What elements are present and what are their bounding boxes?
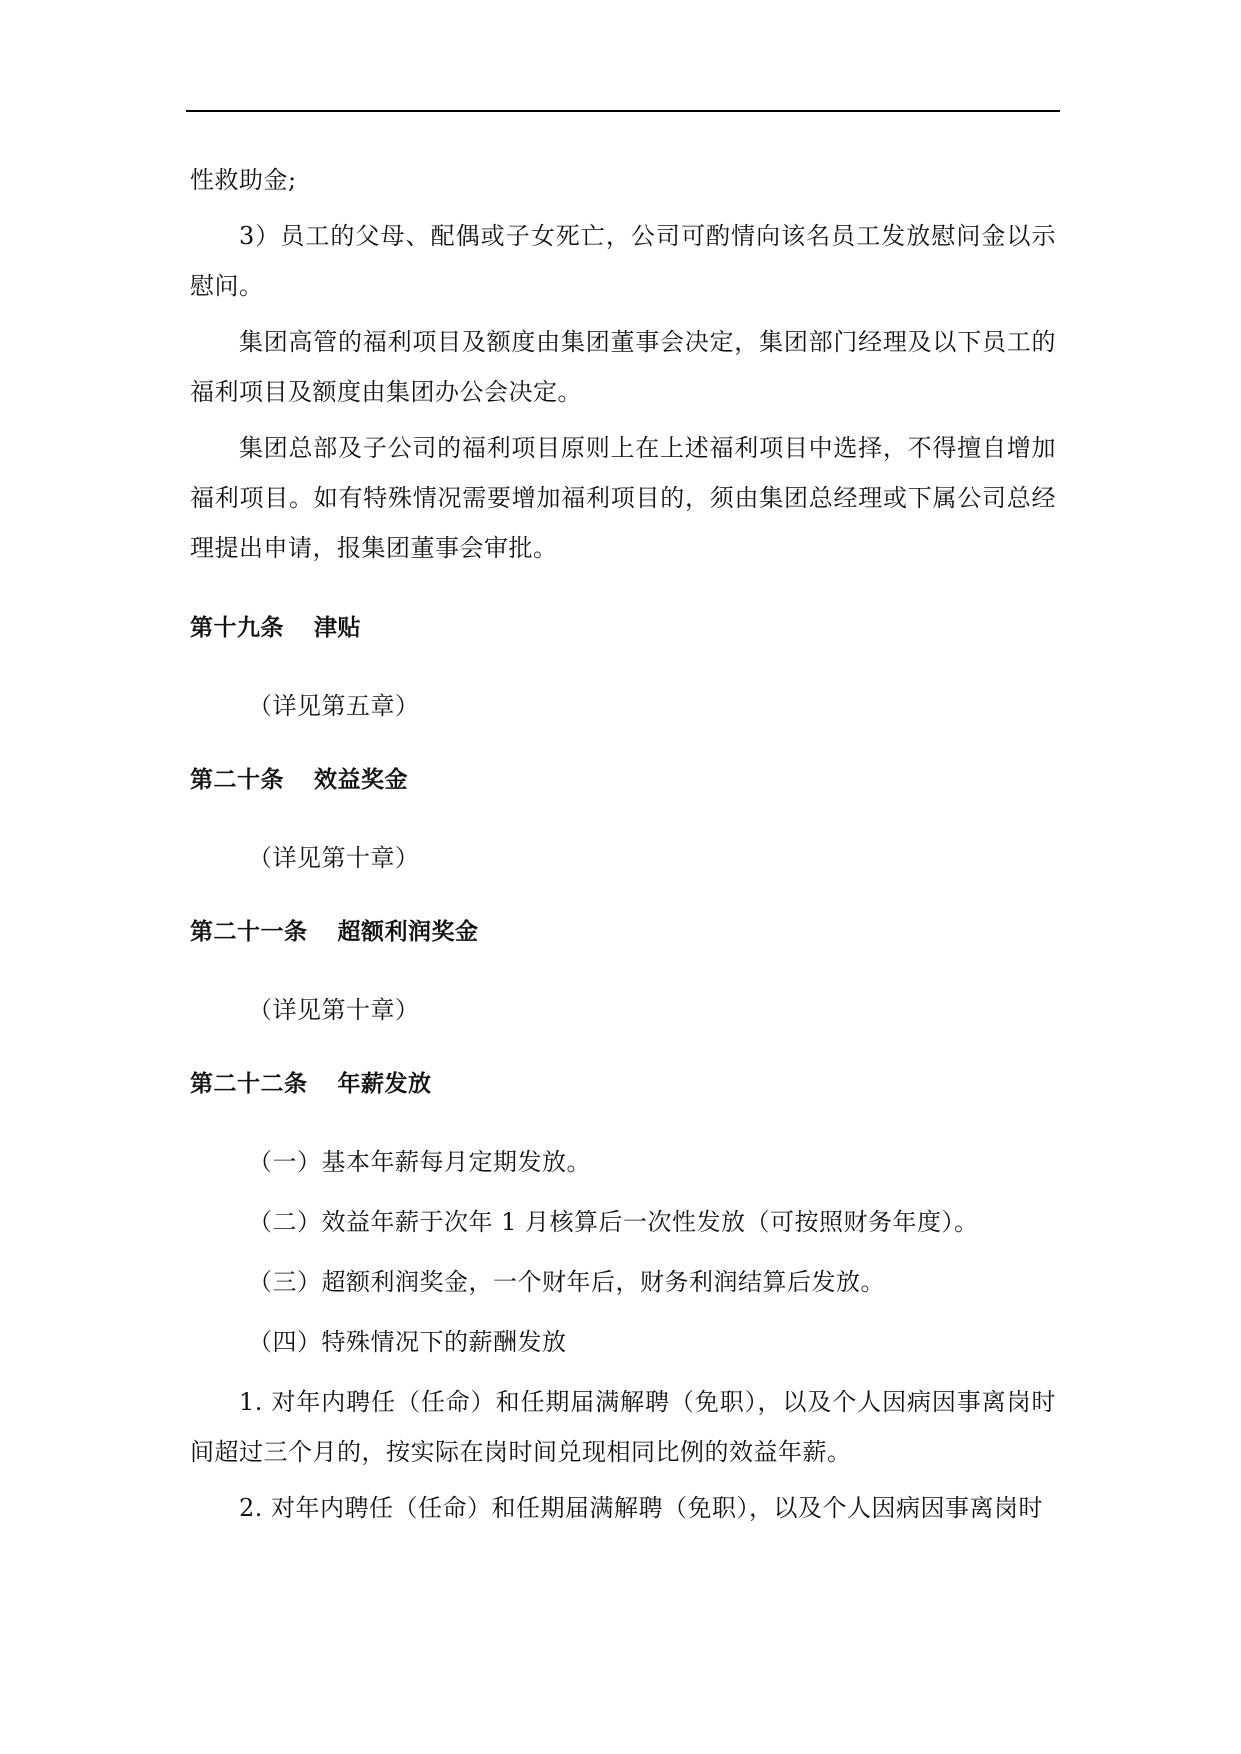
article-21-heading <box>190 907 1056 957</box>
paragraph-welfare-decision: 集团高管的福利项目及额度由集团董事会决定，集团部门经理及以下员工的福利项目及额度由集团办公会决定。 <box>190 328 1056 406</box>
paragraph-welfare-selection: 集团总部及子公司的福利项目原则上在上述福利项目中选择，不得擅自增加福利项目。如有特殊情况需要增加福利项目的，须由集团总经理或下属公司总经理提出申请，报集团董事会审批。 <box>190 434 1056 562</box>
article-title: 年薪发放 <box>337 1071 432 1097</box>
payment-item: （一）基本年薪每月定期发放。 <box>248 1148 591 1176</box>
payment-item: （四）特殊情况下的薪酬发放 <box>248 1328 567 1356</box>
payment-item: （二）效益年薪于次年 1 月核算后一次性发放（可按照财务年度）。 <box>248 1208 979 1236</box>
article-19-heading <box>190 603 1056 653</box>
payment-item: （三）超额利润奖金，一个财年后，财务利润结算后发放。 <box>248 1268 885 1296</box>
article-number: 第二十条 <box>190 767 284 793</box>
article-22-heading <box>190 1059 1056 1109</box>
article-number: 第二十一条 <box>190 919 308 945</box>
article-number: 第十九条 <box>190 615 284 641</box>
article-21-note: （详见第十章） <box>248 996 420 1024</box>
article-20-note: （详见第十章） <box>248 844 420 872</box>
paragraph-condolence: 3）员工的父母、配偶或子女死亡，公司可酌情向该名员工发放慰问金以示慰问。 <box>190 222 1056 300</box>
special-item: 2. 对年内聘任（任命）和任期届满解聘（免职），以及个人因病因事离岗时 <box>239 1494 1044 1522</box>
paragraph-continuation: 性救助金; <box>190 166 297 194</box>
special-item: 1. 对年内聘任（任命）和任期届满解聘（免职），以及个人因病因事离岗时间超过三个月的，按实际在岗时间兑现相同比例的效益年薪。 <box>190 1388 1056 1466</box>
article-20-heading <box>190 755 1056 805</box>
article-title: 津贴 <box>314 615 361 641</box>
header-rule <box>186 110 1060 112</box>
document-page <box>190 155 1056 1539</box>
article-number: 第二十二条 <box>190 1071 308 1097</box>
article-19-note: （详见第五章） <box>248 692 420 720</box>
article-title: 超额利润奖金 <box>337 919 479 945</box>
article-title: 效益奖金 <box>314 767 408 793</box>
